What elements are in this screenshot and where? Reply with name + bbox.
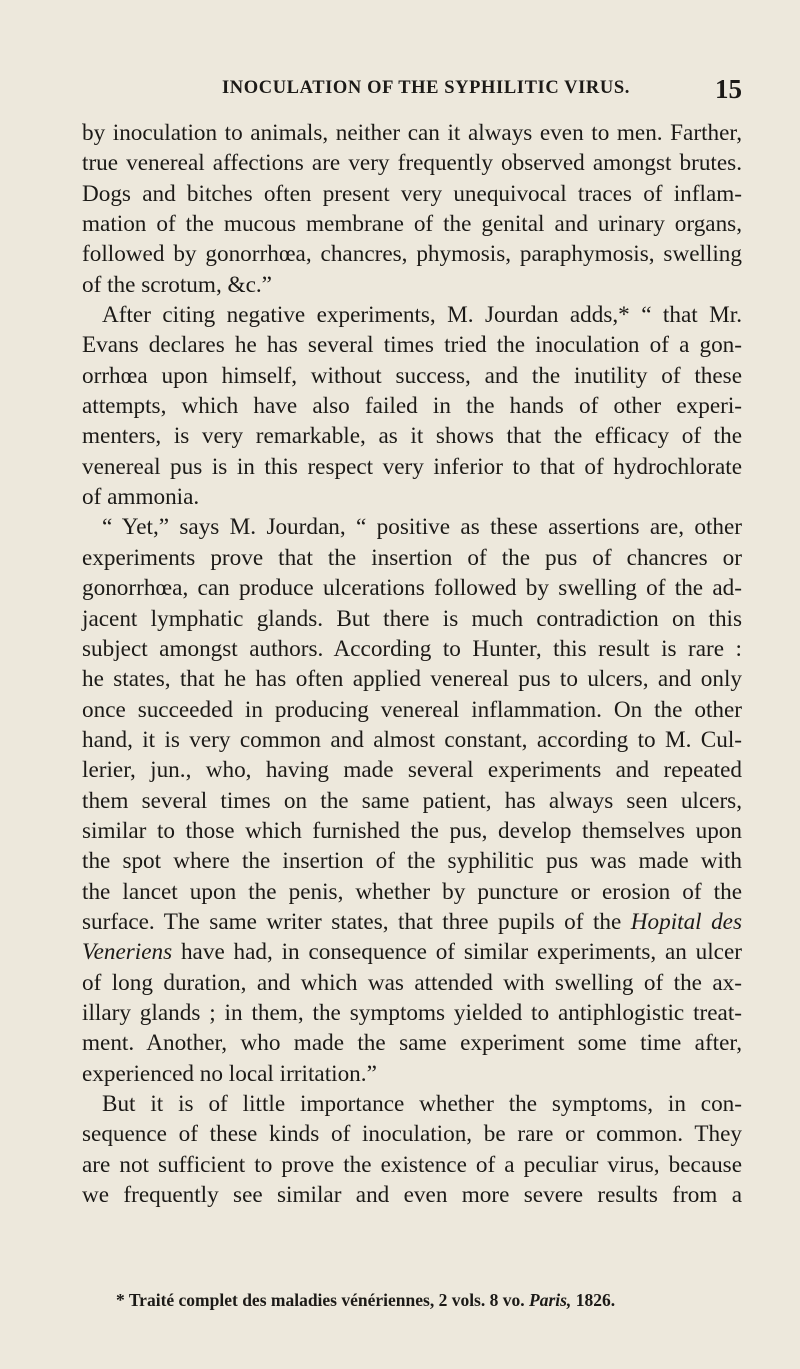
text-line: of ammonia. [82,484,200,511]
text-line: followed by gonorrhœa, chancres, phymosis, paraphymosis, swelling [82,241,742,268]
text-line: After citing negative experiments, M. Jourdan adds,* “ that Mr. [102,302,742,329]
text-line: hand, it is very common and almost constant, according to M. Cul- [82,726,742,753]
text-line: venereal pus is in this respect very inferior to that of hydrochlorate [82,453,742,480]
text-line: of the scrotum, &c.” [82,271,272,298]
text-line: sequence of these kinds of inoculation, be rare or common. They [82,1121,742,1148]
text-line: Evans declares he has several times tried the inoculation of a gon- [82,332,742,359]
text-line: orrhœa upon himself, without success, and the inutility of these [82,362,742,389]
text-line: mation of the mucous membrane of the genital and urinary organs, [82,211,742,238]
running-head [92,74,742,108]
text-line: Veneriens have had, in consequence of similar experiments, an ulcer [82,939,742,966]
page-number: 15 [715,74,742,104]
italic-title: Veneriens [82,939,173,966]
text-line: gonorrhœa, can produce ulcerations followed by swelling of the ad- [82,575,742,602]
text-line: illary glands ; in them, the symptoms yielded to antiphlogistic treat- [82,999,742,1026]
text-line: true venereal affections are very frequently observed amongst brutes. [82,150,742,177]
text-line: menters, is very remarkable, as it shows that the efficacy of the [82,423,742,450]
text-line: of long duration, and which was attended with swelling of the ax- [82,969,742,996]
text-line: ment. Another, who made the same experiment some time after, [82,1030,742,1057]
text-line: are not sufficient to prove the existence of a peculiar virus, because [82,1151,742,1178]
footnote-text: Traité complet des maladies vénériennes, 2 vols. 8 vo. [128,1290,525,1310]
footnote-place: Paris, [529,1290,572,1310]
text-line: he states, that he has often applied venereal pus to ulcers, and only [82,666,742,693]
text-line: lerier, jun., who, having made several experiments and repeated [82,757,742,784]
footnote-year: 1826. [575,1290,616,1310]
text-line: subject amongst authors. According to Hunter, this result is rare : [82,635,742,662]
text-line: once succeeded in producing venereal inflammation. On the other [82,696,742,723]
text-line: the spot where the insertion of the syphilitic pus was made with [82,848,742,875]
text-line: experiments prove that the insertion of the pus of chancres or [82,544,742,571]
body-text [82,118,742,1210]
text-line: jacent lymphatic glands. But there is much contradiction on this [82,605,742,632]
text-line: “ Yet,” says M. Jourdan, “ positive as these assertions are, other [102,514,742,541]
italic-title: Hopital des [630,908,742,935]
text-line: them several times on the same patient, has always seen ulcers, [82,787,742,814]
running-title: INOCULATION OF THE SYPHILITIC VIRUS. [222,78,630,98]
text-line: Dogs and bitches often present very unequivocal traces of inflam- [82,180,742,207]
footnote-marker: * [116,1290,125,1310]
text-line: by inoculation to animals, neither can it always even to men. Farther, [82,120,742,146]
text-line: experienced no local irritation.” [82,1060,377,1087]
text-line: attempts, which have also failed in the hands of other experi- [82,393,742,420]
text-line: surface. The same writer states, that three pupils of the Hopital des [82,908,742,935]
text-line: the lancet upon the penis, whether by puncture or erosion of the [82,878,742,905]
text-line: similar to those which furnished the pus, develop themselves upon [82,817,742,844]
footnote [116,1290,615,1311]
text-line: But it is of little importance whether the symptoms, in con- [102,1091,742,1117]
text-line: we frequently see similar and even more severe results from a [82,1182,742,1209]
